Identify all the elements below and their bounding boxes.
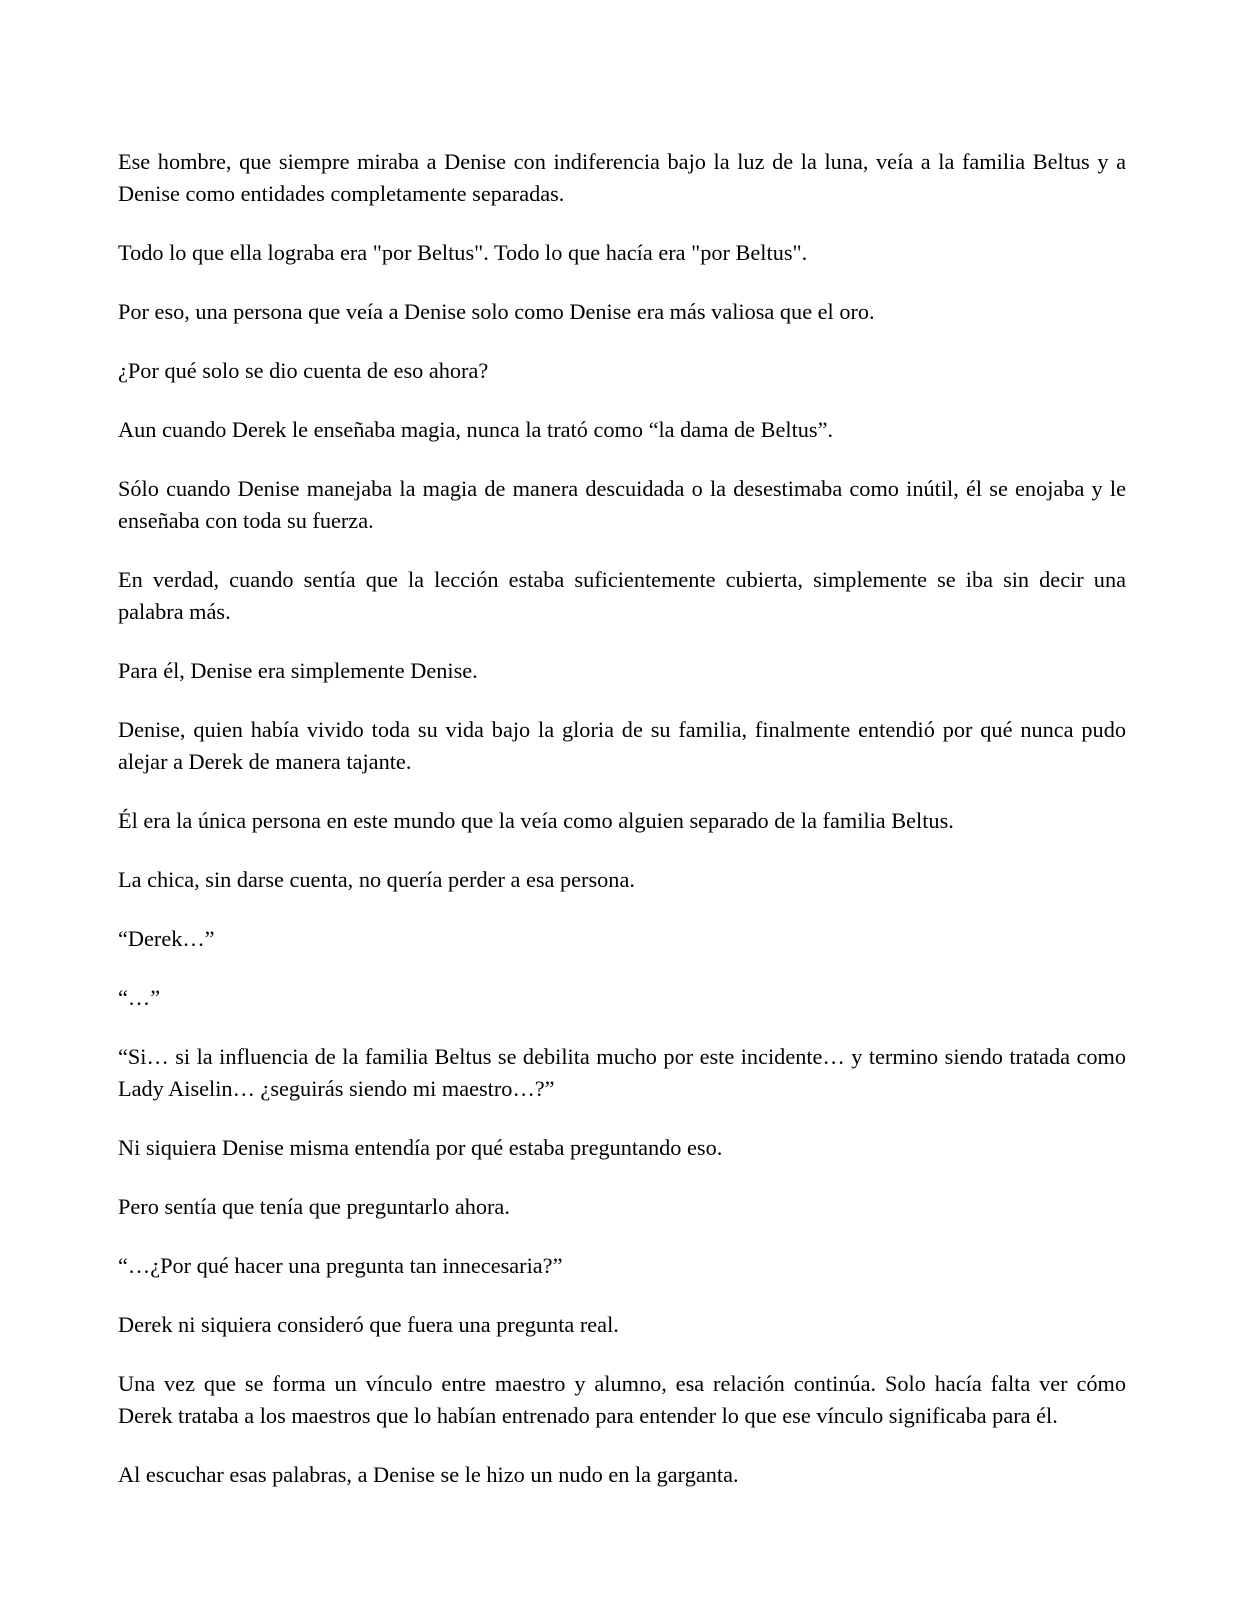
paragraph-7: En verdad, cuando sentía que la lección estaba suficientemente cubierta, simplemente se iba sin decir una palabra más. bbox=[118, 567, 1126, 624]
paragraph-1: Ese hombre, que siempre miraba a Denise con indiferencia bajo la luz de la luna, veía a la familia Beltus y a Denise como entidades completamente separadas. bbox=[118, 149, 1126, 206]
paragraph-16: Pero sentía que tenía que preguntarlo ahora. bbox=[118, 1194, 510, 1219]
paragraph-17: “…¿Por qué hacer una pregunta tan innecesaria?” bbox=[118, 1253, 563, 1278]
document-page bbox=[118, 146, 1126, 1518]
paragraph-9: Denise, quien había vivido toda su vida bajo la gloria de su familia, finalmente entendió por qué nunca pudo alejar a Derek de manera tajante. bbox=[118, 717, 1126, 774]
dialogue-ellipsis: “…” bbox=[118, 985, 161, 1010]
dialogue-derek: “Derek…” bbox=[118, 926, 215, 951]
paragraph-2: Todo lo que ella lograba era "por Beltus". Todo lo que hacía era "por Beltus". bbox=[118, 240, 808, 265]
paragraph-20: Al escuchar esas palabras, a Denise se le hizo un nudo en la garganta. bbox=[118, 1462, 739, 1487]
paragraph-6: Sólo cuando Denise manejaba la magia de manera descuidada o la desestimaba como inútil, él se enojaba y le enseñaba con toda su fuerza. bbox=[118, 476, 1126, 533]
paragraph-3: Por eso, una persona que veía a Denise solo como Denise era más valiosa que el oro. bbox=[118, 299, 875, 324]
paragraph-10: Él era la única persona en este mundo que la veía como alguien separado de la familia Beltus. bbox=[118, 808, 954, 833]
paragraph-15: Ni siquiera Denise misma entendía por qué estaba preguntando eso. bbox=[118, 1135, 723, 1160]
paragraph-4: ¿Por qué solo se dio cuenta de eso ahora? bbox=[118, 358, 489, 383]
paragraph-11: La chica, sin darse cuenta, no quería perder a esa persona. bbox=[118, 867, 635, 892]
paragraph-8: Para él, Denise era simplemente Denise. bbox=[118, 658, 478, 683]
paragraph-18: Derek ni siquiera consideró que fuera una pregunta real. bbox=[118, 1312, 619, 1337]
paragraph-14: “Si… si la influencia de la familia Beltus se debilita mucho por este incidente… y termino siendo tratada como Lady Aiselin… ¿seguirás siendo mi maestro…?” bbox=[118, 1044, 1126, 1101]
paragraph-19: Una vez que se forma un vínculo entre maestro y alumno, esa relación continúa. Solo hacía falta ver cómo Derek trataba a los maestros que lo habían entrenado para entender lo que ese vínculo significaba para él. bbox=[118, 1371, 1126, 1428]
paragraph-5: Aun cuando Derek le enseñaba magia, nunca la trató como “la dama de Beltus”. bbox=[118, 417, 834, 442]
